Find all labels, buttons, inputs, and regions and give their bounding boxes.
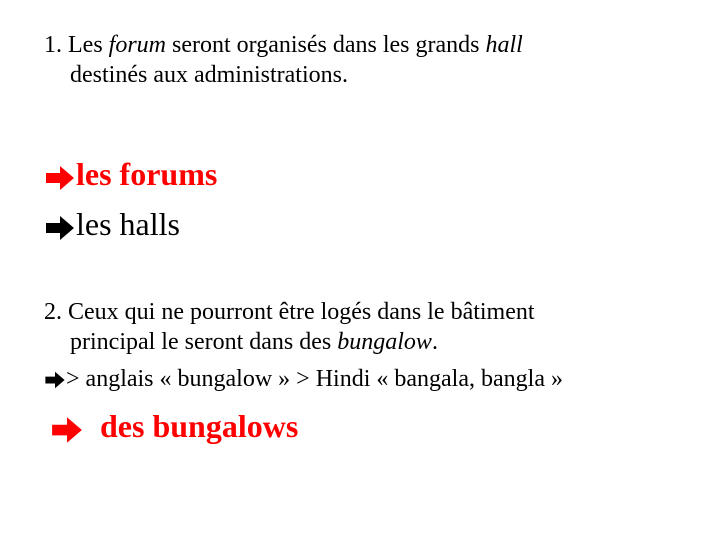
right-arrow-icon <box>44 164 76 192</box>
item1-text-middle: seront organisés dans les grands <box>166 32 486 58</box>
item2-number: 2. <box>44 299 62 325</box>
answer-halls-text: les halls <box>76 206 180 242</box>
item1-italic-forum: forum <box>108 32 166 58</box>
item2-line2 <box>70 328 438 356</box>
answer-forums-text: les forums <box>76 156 218 192</box>
item1-line1 <box>44 31 523 59</box>
item1-italic-hall: hall <box>485 32 523 58</box>
etymology-line <box>44 364 563 394</box>
answer-bungalows <box>50 406 298 446</box>
item2-italic-bungalow: bungalow <box>337 329 432 355</box>
item2-line1 <box>44 298 535 326</box>
item2-line2-suffix: . <box>431 329 438 355</box>
item1-number: 1. <box>44 32 62 58</box>
item2-text: Ceux qui ne pourront être logés dans le bâtiment <box>68 299 535 325</box>
item2-line2-prefix: principal le seront dans des <box>70 329 338 355</box>
item1-line2: destinés aux administrations. <box>70 62 348 88</box>
etymology-text: > anglais « bungalow » > Hindi « bangala, bangla » <box>66 366 563 392</box>
right-arrow-icon <box>50 415 84 445</box>
answer-bungalows-text: des bungalows <box>100 408 299 444</box>
right-arrow-icon <box>44 214 76 242</box>
right-arrow-icon <box>44 370 66 390</box>
answer-forums <box>44 155 217 193</box>
answer-halls <box>44 205 180 243</box>
item1-text-start: Les <box>68 32 109 58</box>
